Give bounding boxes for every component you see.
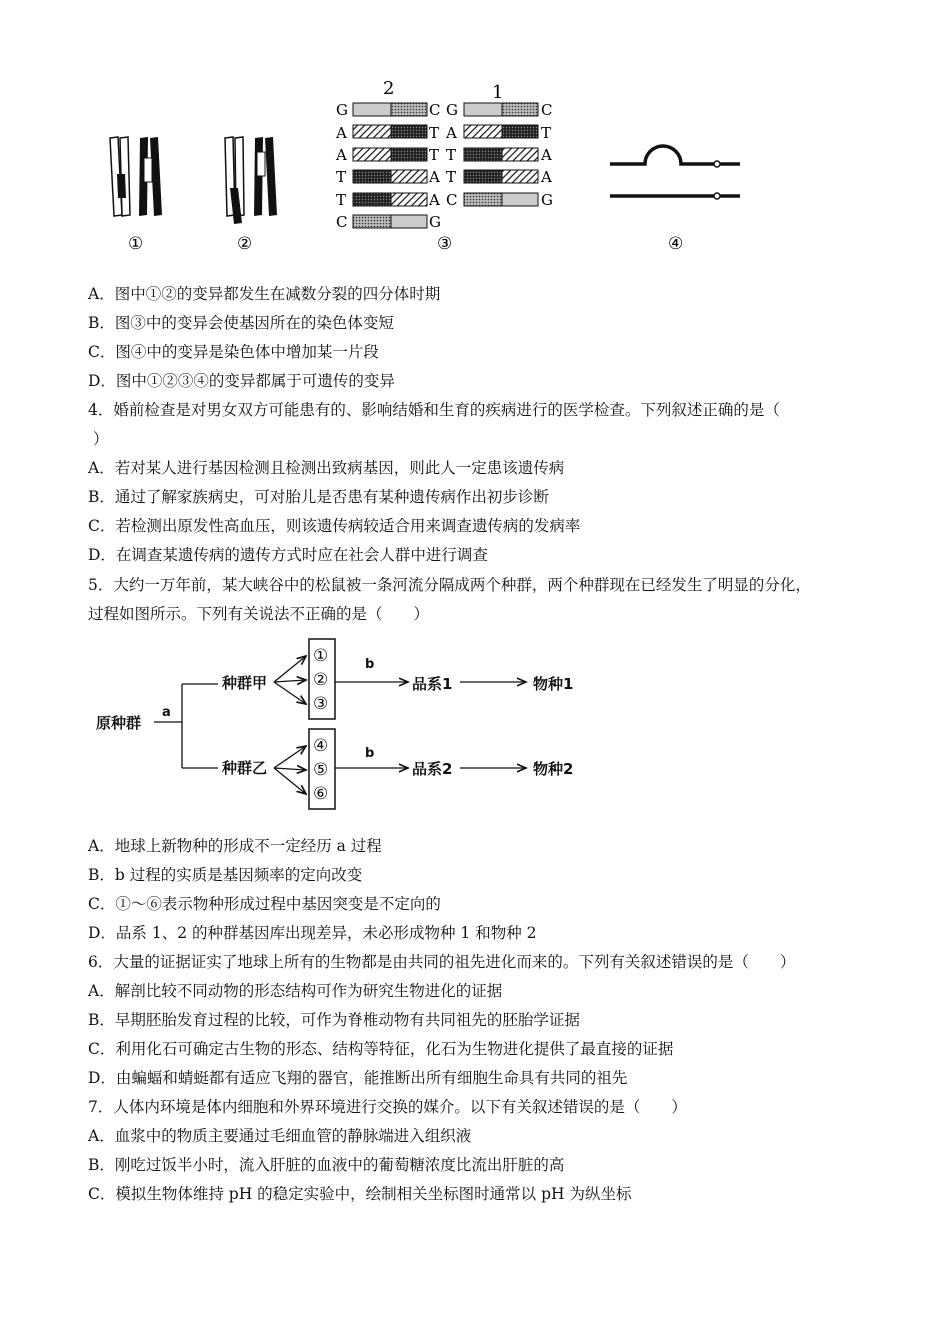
q6-option-b: B．早期胚胎发育过程的比较，可作为脊椎动物有共同祖先的胚胎学证据	[88, 1011, 580, 1029]
q4-option-b: B．通过了解家族病史，可对胎儿是否患有某种遗传病作出初步诊断	[88, 488, 549, 506]
q4-option-a: A．若对某人进行基因检测且检测出致病基因，则此人一定患该遗传病	[88, 459, 565, 477]
q7-option-c: C．模拟生物体维持 pH 的稳定实验中，绘制相关坐标图时通常以 pH 为纵坐标	[88, 1185, 632, 1203]
figure-4-loop	[610, 146, 740, 199]
figure-label-1: ①	[128, 234, 144, 254]
q5-option-c: C．①～⑥表示物种形成过程中基因突变是不定向的	[88, 895, 441, 913]
dna-letter: T	[541, 124, 552, 142]
population-2: 种群乙	[222, 759, 268, 777]
label-a: a	[162, 705, 171, 720]
population-1: 种群甲	[222, 674, 268, 692]
q3-option-c: C．图④中的变异是染色体中增加某一片段	[88, 343, 379, 361]
dna-letter: A	[429, 191, 440, 209]
label-b-2: b	[365, 746, 375, 761]
q3-option-b: B．图③中的变异会使基因所在的染色体变短	[88, 314, 394, 332]
box1-item: ①	[313, 646, 329, 666]
q7-stem: 7．人体内环境是体内细胞和外界环境进行交换的媒介。以下有关叙述错误的是（ ）	[88, 1098, 687, 1116]
box2-item: ⑥	[313, 784, 329, 804]
speciation-diagram	[90, 634, 610, 814]
origin-population: 原种群	[96, 714, 142, 732]
dna-letter: G	[336, 101, 348, 119]
dna-letter: G	[446, 101, 458, 119]
dna-letter: T	[446, 146, 457, 164]
box1-item: ③	[313, 694, 329, 714]
q5-stem-cont: 过程如图所示。下列有关说法不正确的是（ ）	[88, 605, 430, 623]
figure-3-dna-strands	[335, 78, 553, 231]
dna-letter: T	[446, 168, 457, 186]
q4-option-d: D．在调查某遗传病的遗传方式时应在社会人群中进行调查	[88, 546, 488, 564]
box2-item: ④	[313, 736, 329, 756]
dna-letter: G	[541, 191, 553, 209]
q6-option-c: C．利用化石可确定古生物的形态、结构等特征，化石为生物进化提供了最直接的证据	[88, 1040, 674, 1058]
dna-letter: A	[446, 124, 457, 142]
dna-letter: T	[429, 124, 440, 142]
q5-option-d: D．品系 1、2 的种群基因库出现差异，未必形成物种 1 和物种 2	[88, 924, 537, 942]
dna-letter: C	[429, 101, 441, 119]
dna-letter: A	[541, 146, 552, 164]
q5-option-b: B．b 过程的实质是基因频率的定向改变	[88, 866, 363, 884]
dna-letter: T	[429, 146, 440, 164]
figure-label-2: ②	[237, 234, 253, 254]
dna-letter: A	[541, 168, 552, 186]
dna-letter: C	[336, 213, 348, 231]
strain-2: 品系2	[412, 760, 453, 778]
figure-label-4: ④	[668, 234, 684, 254]
dna-letter: A	[429, 168, 440, 186]
dna-letter: G	[429, 213, 441, 231]
box2-item: ⑤	[313, 760, 329, 780]
figure-label-3: ③	[437, 234, 453, 254]
q4-option-c: C．若检测出原发性高血压，则该遗传病较适合用来调查遗传病的发病率	[88, 517, 581, 535]
q4-stem: 4．婚前检查是对男女双方可能患有的、影响结婚和生育的疾病进行的医学检查。下列叙述正确的是（	[88, 401, 780, 419]
dna-letter: A	[336, 146, 347, 164]
dna-letter: T	[336, 191, 347, 209]
species-1: 物种1	[533, 675, 574, 693]
figure-2-chromosomes	[225, 137, 277, 224]
species-2: 物种2	[533, 760, 574, 778]
q3-option-a: A．图中①②的变异都发生在减数分裂的四分体时期	[88, 285, 441, 303]
strain-1: 品系1	[412, 675, 453, 693]
strand-number-1: 1	[492, 82, 504, 103]
figure-1-chromosomes	[110, 137, 162, 216]
q7-option-a: A．血浆中的物质主要通过毛细血管的静脉端进入组织液	[88, 1127, 472, 1145]
strand-number-2: 2	[383, 78, 395, 99]
dna-letter: A	[336, 124, 347, 142]
q4-stem-cont: ）	[93, 430, 109, 448]
q5-stem: 5．大约一万年前，某大峡谷中的松鼠被一条河流分隔成两个种群，两个种群现在已经发生了明显的分化，	[88, 576, 811, 594]
chromosome-variation-figure	[100, 78, 760, 258]
q3-option-d: D．图中①②③④的变异都属于可遗传的变异	[88, 372, 395, 390]
dna-letter: C	[541, 101, 553, 119]
q5-option-a: A．地球上新物种的形成不一定经历 a 过程	[88, 837, 382, 855]
dna-letter: C	[446, 191, 458, 209]
q6-stem: 6．大量的证据证实了地球上所有的生物都是由共同的祖先进化而来的。下列有关叙述错误的是（ ）	[88, 953, 796, 971]
label-b-1: b	[365, 657, 375, 672]
q6-option-a: A．解剖比较不同动物的形态结构可作为研究生物进化的证据	[88, 982, 503, 1000]
dna-letter: T	[336, 168, 347, 186]
box1-item: ②	[313, 670, 329, 690]
q6-option-d: D．由蝙蝠和蜻蜓都有适应飞翔的器官，能推断出所有细胞生命具有共同的祖先	[88, 1069, 628, 1087]
q7-option-b: B．刚吃过饭半小时，流入肝脏的血液中的葡萄糖浓度比流出肝脏的高	[88, 1156, 565, 1174]
